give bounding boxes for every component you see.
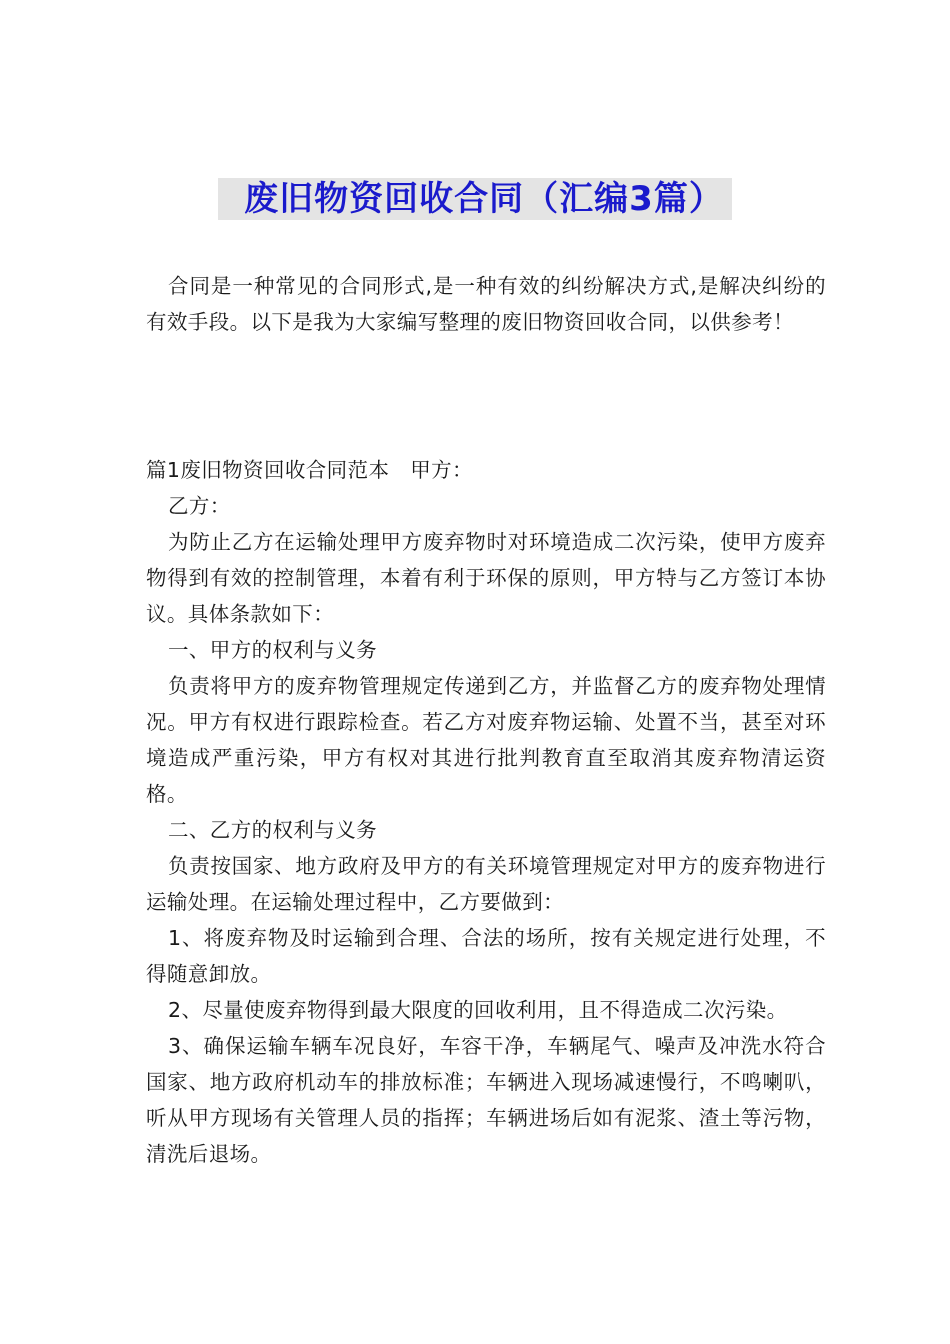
party-b-label: 乙方： [168,494,231,518]
section-heading: 篇1废旧物资回收合同范本 甲方： [146,458,473,482]
intro-paragraph: 合同是一种常见的合同形式,是一种有效的纠纷解决方式,是解决纠纷的有效手段。以下是我为大家编写整理的废旧物资回收合同，以供参考！ [146,274,826,334]
title-container [0,178,950,220]
intro-block [146,268,826,340]
preamble-paragraph: 为防止乙方在运输处理甲方废弃物时对环境造成二次污染，使甲方废弃物得到有效的控制管理，本着有利于环保的原则，甲方特与乙方签订本协议。具体条款如下： [146,530,826,626]
list-item-2: 2、尽量使废弃物得到最大限度的回收利用，且不得造成二次污染。 [168,998,788,1022]
clause-paragraph-party-b: 负责按国家、地方政府及甲方的有关环境管理规定对甲方的废弃物进行运输处理。在运输处理过程中，乙方要做到： [146,854,826,914]
list-item-1: 1、将废弃物及时运输到合理、合法的场所，按有关规定进行处理，不得随意卸放。 [146,926,826,986]
list-item-3: 3、确保运输车辆车况良好，车容干净，车辆尾气、噪声及冲洗水符合国家、地方政府机动车的排放标准；车辆进入现场减速慢行，不鸣喇叭，听从甲方现场有关管理人员的指挥；车辆进场后如有泥浆、渣土等污物，清洗后退场。 [146,1034,826,1166]
contract-body [146,452,826,1172]
document-title: 废旧物资回收合同（汇编3篇） [218,178,732,220]
clause-paragraph-party-a: 负责将甲方的废弃物管理规定传递到乙方，并监督乙方的废弃物处理情况。甲方有权进行跟踪检查。若乙方对废弃物运输、处置不当，甚至对环境造成严重污染，甲方有权对其进行批判教育直至取消其废弃物清运资格。 [146,674,826,806]
clause-heading-party-a: 一、甲方的权利与义务 [168,638,377,662]
clause-heading-party-b: 二、乙方的权利与义务 [168,818,377,842]
